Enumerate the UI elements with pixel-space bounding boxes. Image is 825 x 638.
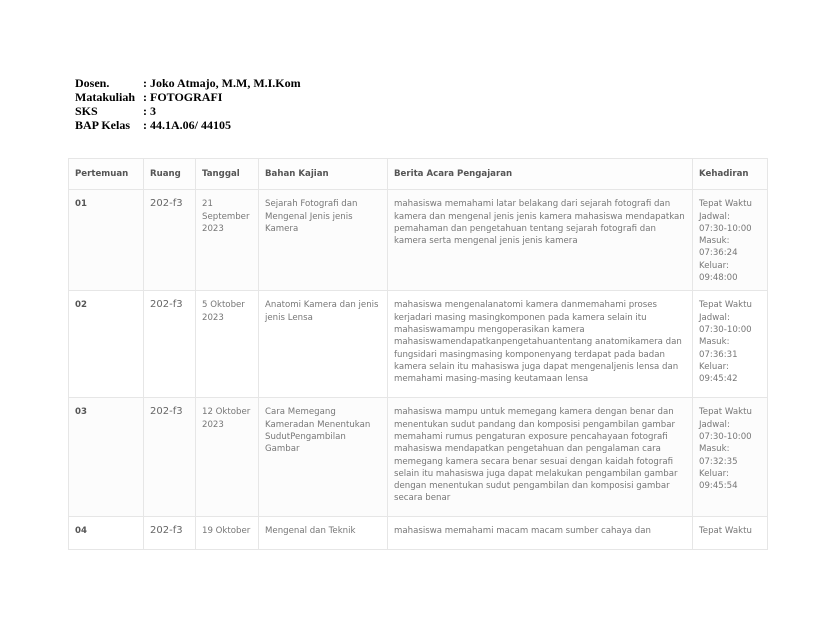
kehadiran-cell [693,517,768,550]
bahan-kajian-cell: Anatomi Kamera dan jenis jenis Lensa [259,291,388,398]
attendance-table [68,158,768,550]
pertemuan-cell: 03 [69,398,144,517]
kehadiran-jadwal-label: Jadwal: [699,419,730,430]
bahan-kajian-cell: Mengenal dan Teknik [259,517,388,550]
tanggal-cell: 5 Oktober 2023 [196,291,259,398]
bap-kelas-label: BAP Kelas [75,118,131,132]
sks-value: : 3 [143,104,156,118]
course-info [75,76,301,132]
dosen-label: Dosen. [75,76,110,90]
sks-label: SKS [75,104,98,118]
kehadiran-masuk-value: 07:36:24 [699,248,738,259]
table-header-row [69,159,768,190]
bahan-kajian-cell: Sejarah Fotografi dan Mengenal Jenis jenis Kamera [259,190,388,291]
tanggal-cell: 19 Oktober [196,517,259,550]
tanggal-cell: 12 Oktober 2023 [196,398,259,517]
matakuliah-value: : FOTOGRAFI [143,90,223,104]
table-row [69,398,768,517]
bap-kelas-row [75,118,301,132]
matakuliah-label: Matakuliah [75,90,136,104]
kehadiran-jadwal-value: 07:30-10:00 [699,431,752,442]
sks-row [75,104,301,118]
kehadiran-cell [693,190,768,291]
kehadiran-status: Tepat Waktu [699,300,752,311]
kehadiran-keluar-value: 09:48:00 [699,273,738,284]
kehadiran-keluar-value: 09:45:42 [699,374,738,385]
ruang-cell: 202-f3 [144,398,196,517]
header-tanggal: Tanggal [196,159,259,190]
kehadiran-masuk-label: Masuk: [699,444,730,455]
kehadiran-jadwal-label: Jadwal: [699,312,730,323]
table-row [69,517,768,550]
pertemuan-cell: 02 [69,291,144,398]
kehadiran-status: Tepat Waktu [699,407,752,418]
kehadiran-keluar-label: Keluar: [699,468,729,479]
kehadiran-cell [693,398,768,517]
kehadiran-jadwal-label: Jadwal: [699,211,730,222]
kehadiran-keluar-label: Keluar: [699,260,729,271]
kehadiran-masuk-value: 07:32:35 [699,456,738,467]
kehadiran-status: Tepat Waktu [699,199,752,210]
berita-acara-cell: mahasiswa mengenalanatomi kamera danmemahami proses kerjadari masing masingkomponen pada kamera selain itu mahasiswamampu mengoperasikan kamera mahasiswamendapatkanpengetahuantentang anatomikamera dan fungsidari masingmasing komponenyang terdapat pada badan kamera selain itu mahasiswa juga dapat mengenaljenis lensa dan memahami masing-masing keutamaan lensa [388,291,693,398]
kehadiran-jadwal-value: 07:30-10:00 [699,223,752,234]
kehadiran-masuk-label: Masuk: [699,236,730,247]
kehadiran-status: Tepat Waktu [699,526,752,537]
kehadiran-masuk-value: 07:36:31 [699,349,738,360]
header-berita-acara: Berita Acara Pengajaran [388,159,693,190]
pertemuan-cell: 04 [69,517,144,550]
ruang-cell: 202-f3 [144,190,196,291]
dosen-value: : Joko Atmajo, M.M, M.I.Kom [143,76,301,90]
kehadiran-masuk-label: Masuk: [699,337,730,348]
dosen-row [75,76,301,90]
bap-kelas-value: : 44.1A.06/ 44105 [143,118,231,132]
header-kehadiran: Kehadiran [693,159,768,190]
berita-acara-cell: mahasiswa memahami latar belakang dari sejarah fotografi dan kamera dan mengenal jenis jenis kamera mahasiswa mendapatkan pemahaman dan pengetahuan tentang sejarah fotografi dan kamera serta mengenal jenis jenis kamera [388,190,693,291]
berita-acara-cell: mahasiswa mampu untuk memegang kamera dengan benar dan menentukan sudut pandang dan komposisi pengambilan gambar memahami rumus pengaturan exposure pencahayaan fotografi mahasiswa mendapatkan pengetahuan dan pengalaman cara memegang kamera secara benar sesuai dengan kaidah fotografi selain itu mahasiswa juga dapat melakukan pengambilan gambar dengan menentukan sudut pengambilan dan komposisi gambar secara benar [388,398,693,517]
kehadiran-jadwal-value: 07:30-10:00 [699,324,752,335]
header-pertemuan: Pertemuan [69,159,144,190]
pertemuan-cell: 01 [69,190,144,291]
kehadiran-keluar-label: Keluar: [699,361,729,372]
table-row [69,190,768,291]
kehadiran-cell [693,291,768,398]
header-bahan-kajian: Bahan Kajian [259,159,388,190]
bahan-kajian-cell: Cara Memegang Kameradan Menentukan SudutPengambilan Gambar [259,398,388,517]
matakuliah-row [75,90,301,104]
ruang-cell: 202-f3 [144,517,196,550]
tanggal-cell: 21 September 2023 [196,190,259,291]
ruang-cell: 202-f3 [144,291,196,398]
header-ruang: Ruang [144,159,196,190]
table-row [69,291,768,398]
kehadiran-keluar-value: 09:45:54 [699,481,738,492]
berita-acara-cell: mahasiswa memahami macam macam sumber cahaya dan [388,517,693,550]
